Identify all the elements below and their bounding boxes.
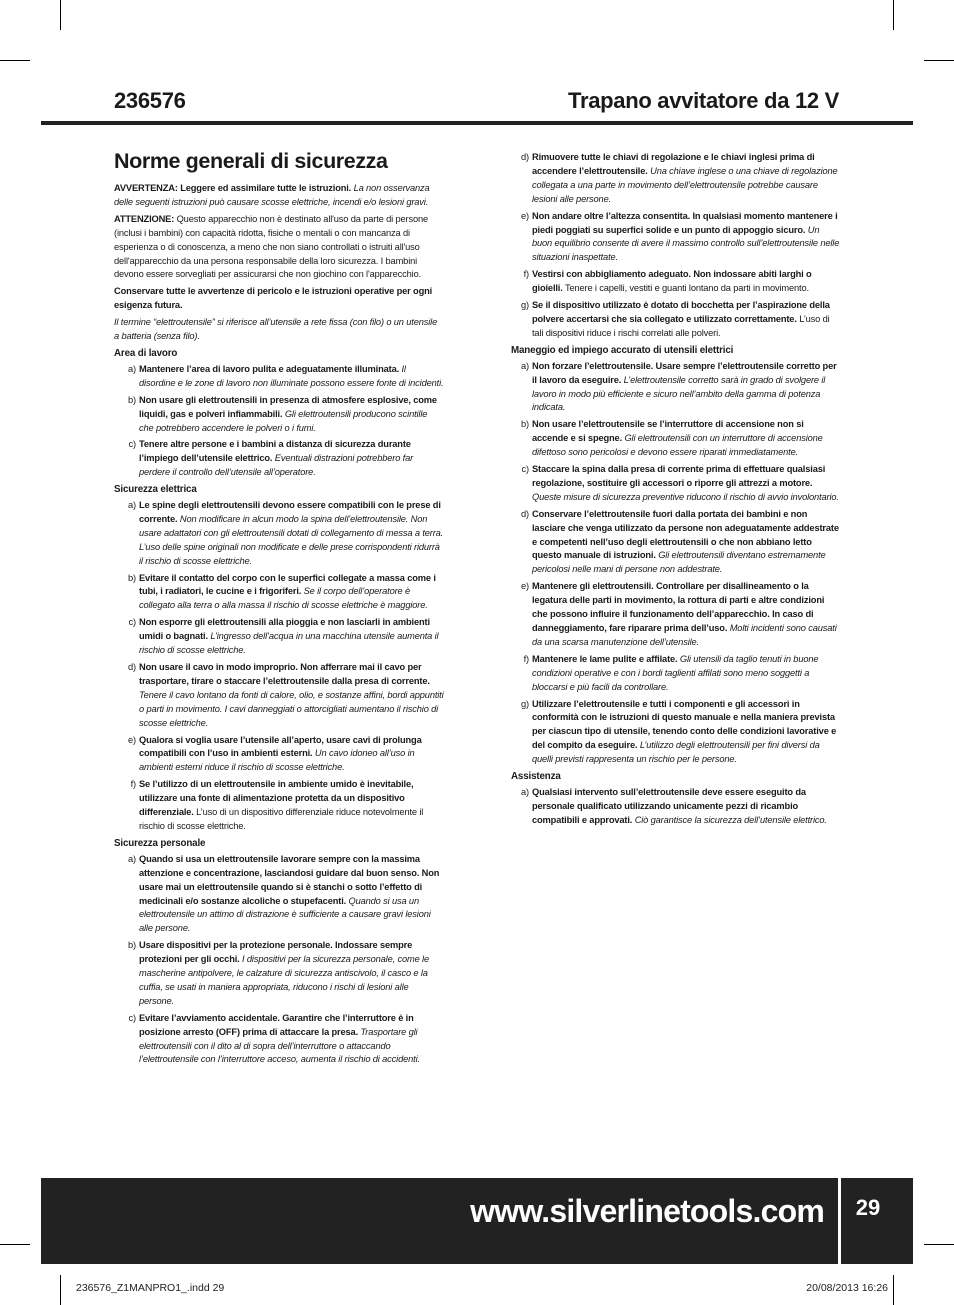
warning-bold: AVVERTENZA: Leggere ed assimilare tutte le istruzioni. — [114, 183, 352, 193]
item-bold: Evitare l’avviamento accidentale. Garantire che l’interruttore è in posizione arresto (OFF) prima di attaccare la presa. — [139, 1012, 414, 1037]
left-sections — [114, 347, 444, 1067]
item-text — [532, 360, 841, 416]
website-url[interactable]: www.silverlinetools.com — [470, 1193, 824, 1229]
item-text — [532, 508, 841, 578]
header-rule — [41, 121, 913, 125]
item-bold: Non usare il cavo in modo improprio. Non afferrare mai il cavo per trasportare, tirare o staccare l’elettroutensile dalla presa di corrente. — [139, 662, 430, 686]
item-plain: L’uso di tali dispositivi riduce i rischi correlati alle polveri. — [532, 313, 830, 338]
item-letter: d) — [521, 152, 529, 162]
item-letter: c) — [128, 1012, 136, 1023]
item-letter: b) — [521, 419, 529, 430]
list-item — [114, 616, 444, 658]
warning-italic: La non osservanza delle seguenti istruzioni può causare scosse elettriche, incendi e/o lesioni gravi. — [114, 183, 430, 207]
item-letter: a) — [128, 500, 136, 511]
item-bold: Evitare il contatto del corpo con le superfici collegate a massa come i tubi, i radiatori, le cucine e i frigoriferi. — [139, 572, 436, 597]
item-bold: Utilizzare l’elettroutensile e tutti i componenti e gli accessori in conformità con le istruzioni di questo manuale e nella maniera prevista per ciascun tipo di utensile, tenendo conto delle condizioni lavorative e del compito da eseguire. — [532, 698, 837, 751]
item-italic: Un cavo idoneo all’uso in ambienti esterni riduce il rischio di scosse elettriche. — [139, 748, 415, 773]
crop-mark — [893, 0, 894, 30]
item-text — [139, 734, 444, 776]
right-pre-items — [511, 151, 841, 341]
item-text — [532, 299, 841, 341]
item-text — [532, 698, 841, 768]
item-letter: f) — [523, 269, 529, 280]
item-text — [139, 1012, 444, 1068]
crop-mark — [924, 60, 954, 61]
item-letter: b) — [128, 394, 136, 405]
item-bold: Non usare l’elettroutensile se l’interruttore di accensione non si accende e si spegne. — [532, 419, 804, 444]
item-text — [532, 268, 841, 296]
item-text — [139, 438, 444, 480]
item-letter: b) — [128, 940, 136, 951]
right-column — [511, 151, 841, 831]
item-italic: Se il corpo dell’operatore è collegato alla terra o alla massa il rischio di scosse elettriche è maggiore. — [139, 586, 428, 611]
crop-mark — [0, 1244, 30, 1245]
item-bold: Non usare gli elettroutensili in presenza di atmosfere esplosive, come liquidi, gas e polveri infiammabili. — [139, 394, 437, 419]
item-letter: g) — [521, 698, 529, 709]
item-italic: Gli elettroutensili producono scintille che potrebbero accendere le polveri o i fumi. — [139, 408, 428, 433]
item-letter: e) — [521, 210, 529, 221]
item-italic: Gli utensili da taglio tenuti in buone condizioni operative e con i bordi taglienti affilati sono meno soggetti a bloccarsi e più facili da controllare. — [532, 653, 819, 692]
item-text — [532, 151, 841, 207]
left-column — [114, 148, 444, 1070]
crop-mark — [893, 1275, 894, 1305]
item-bold: Se il dispositivo utilizzato è dotato di bocchetta per l’aspirazione della polvere accertarsi che sia collegato e utilizzato correttamente. — [532, 300, 830, 324]
list-item — [114, 778, 444, 834]
item-italic: Tenere il cavo lontano da fonti di calore, olio, e sostanze affini, bordi appuntiti o parti in movimento. I cavi danneggiati o attorcigliati aumentano il rischio di scosse elettriche. — [139, 689, 444, 728]
item-text — [139, 363, 444, 391]
item-bold: Non esporre gli elettroutensili alla pioggia e non lasciarli in ambienti umidi o bagnati. — [139, 617, 430, 642]
item-text — [532, 463, 841, 505]
item-letter: a) — [128, 853, 136, 864]
list-item — [511, 360, 841, 416]
list-item — [511, 299, 841, 341]
slug-date: 20/08/2013 16:26 — [806, 1282, 888, 1294]
item-bold: Qualora si voglia usare l’utensile all’aperto, usare cavi di prolunga compatibili con l’uso in ambienti esterni. — [139, 734, 422, 759]
item-italic: Ciò garantisce la sicurezza dell’utensile elettrico. — [634, 814, 827, 825]
item-text — [139, 572, 444, 614]
page-number-divider — [838, 1178, 841, 1264]
item-bold: Le spine degli elettroutensili devono essere compatibili con le prese di corrente. — [139, 500, 441, 524]
list-item — [511, 580, 841, 650]
item-text — [139, 661, 444, 731]
item-italic: Gli elettroutensili diventano estremamente pericolosi nelle mani di persone non addestrate. — [532, 550, 826, 575]
item-italic: L’elettroutensile corretto sarà in grado di svolgere il lavoro in modo più efficiente e sicuro nell’ambito della gamma di potenza indicata. — [532, 374, 826, 413]
item-text — [532, 418, 841, 460]
item-bold: Non andare oltre l’altezza consentita. In qualsiasi momento mantenere i piedi poggiati su superfici solide e un punto di appoggio sicuro. — [532, 210, 838, 235]
warning-paragraph — [114, 182, 444, 210]
item-bold: Quando si usa un elettroutensile lavorare sempre con la massima attenzione e concentrazione, lasciandosi guidare dal buon senso. Non usare mai un elettroutensile quando si è stanchi o sotto l’effetto di medicinali e/o sostanze alcoliche o stupefacenti. — [139, 853, 440, 906]
item-bold: Mantenere l’area di lavoro pulita e adeguatamente illuminata. — [139, 363, 400, 374]
item-text — [532, 786, 841, 828]
list-item — [114, 499, 444, 569]
item-italic: Molti incidenti sono causati da una scarsa manutenzione dell’utensile. — [532, 623, 837, 647]
product-code: 236576 — [114, 88, 186, 113]
item-bold: Vestirsi con abbigliamento adeguato. Non indossare abiti larghi o gioielli. — [532, 269, 812, 294]
item-italic: Queste misure di sicurezza preventive riducono il rischio di avvio involontario. — [532, 491, 839, 502]
list-item — [114, 734, 444, 776]
item-bold: Tenere altre persone e i bambini a distanza di sicurezza durante l’impiego dell’utensile elettrico. — [139, 439, 411, 464]
item-italic: Trasportare gli elettroutensili con il dito al di sopra dell’interruttore o attaccando l’elettroutensile con l’interruttore acceso, aumenta il rischio di accidenti. — [139, 1026, 420, 1065]
item-plain: Tenere i capelli, vestiti e guanti lontano da parti in movimento. — [564, 283, 809, 294]
item-letter: d) — [521, 508, 529, 519]
slug-filename: 236576_Z1MANPRO1_.indd 29 — [76, 1282, 225, 1294]
item-italic: I dispositivi per la sicurezza personale, come le mascherine antipolvere, le calzature di sicurezza antiscivolo, il casco e la cuffia, se usati in maniera appropriata, riducono i rischi di lesioni alle persone. — [139, 954, 429, 1006]
item-text — [139, 853, 444, 936]
item-italic: Gli elettroutensili con un interruttore di accensione difettoso sono pericolosi e devono essere riparati immediatamente. — [532, 433, 823, 458]
item-bold: Staccare la spina dalla presa di corrente prima di effettuare qualsiasi regolazione, sostituire gli accessori o riporre gli attrezzi a motore. — [532, 464, 826, 488]
item-letter: a) — [521, 360, 529, 371]
list-item — [114, 394, 444, 436]
item-bold: Rimuovere tutte le chiavi di regolazione e le chiavi inglesi prima di accendere l’elettroutensile. — [532, 152, 815, 176]
term-italic: Il termine “elettroutensile” si riferisce all’utensile a rete fissa (con filo) o un utensile a batteria (senza filo). — [114, 317, 438, 342]
item-letter: b) — [128, 572, 136, 583]
item-text — [532, 210, 841, 266]
item-bold: Mantenere gli elettroutensili. Controllare per disallineamento o la legatura delle parti in movimento, la rottura di parti e altre condizioni che possono influire il funzionamento dell’apparecchio. In caso di danneggiamento, fare riparare prima dell’uso. — [532, 581, 825, 633]
item-letter: a) — [128, 363, 136, 374]
item-text — [139, 394, 444, 436]
list-item — [511, 508, 841, 578]
list-item — [511, 653, 841, 695]
subsection-title: Area di lavoro — [114, 347, 178, 359]
attention-bold: ATTENZIONE: — [114, 213, 175, 224]
item-text — [139, 939, 444, 1009]
product-title: Trapano avvitatore da 12 V — [568, 88, 839, 113]
list-item — [511, 786, 841, 828]
item-italic: L’ingresso dell’acqua in una macchina utensile aumenta il rischio di scosse elettriche. — [139, 631, 439, 656]
list-item — [114, 661, 444, 731]
item-letter: a) — [521, 786, 529, 797]
subsection-title: Assistenza — [511, 771, 561, 783]
item-letter: c) — [521, 464, 529, 475]
item-letter: e) — [128, 734, 136, 745]
attention-text: Questo apparecchio non è destinato all'uso da parte di persone (inclusi i bambini) con capacità ridotta, fisiche o mentali o con mancanza di esperienza o di conoscenza, a meno che non siano controllati o istruiti all'uso dell'apparecchio da una persona responsabile della loro sicurezza. I bambini devono essere sorvegliati per assicurarsi che non giochino con l'apparecchio. — [114, 213, 429, 280]
right-sections — [511, 344, 841, 828]
item-text — [139, 616, 444, 658]
list-item — [511, 463, 841, 505]
item-text — [532, 580, 841, 650]
item-bold: Conservare l’elettroutensile fuori dalla portata dei bambini e non lasciare che venga utilizzato da persone non adeguatamente addestrate e competenti nell’uso degli elettroutensili o che non abbiano letto questo manuale di istruzioni. — [532, 508, 839, 561]
item-bold: Mantenere le lame pulite e affilate. — [532, 653, 678, 664]
item-bold: Qualsiasi intervento sull’elettroutensile deve essere eseguito da personale qualificato utilizzando unicamente pezzi di ricambio compatibili e approvati. — [532, 786, 806, 825]
subsection-title: Sicurezza personale — [114, 837, 206, 849]
item-italic: Non modificare in alcun modo la spina dell’elettroutensile. Non usare adattatori con gli elettroutensili dotati di collegamento di messa a terra. L’uso delle spine originali non modificate e delle prese corrispondenti ridurrà il rischio di scosse elettriche. — [139, 513, 444, 566]
list-item — [114, 939, 444, 1009]
item-letter: g) — [521, 300, 529, 311]
item-bold: Non forzare l’elettroutensile. Usare sempre l’elettroutensile corretto per il lavoro da eseguire. — [532, 360, 837, 385]
crop-mark — [60, 1275, 61, 1305]
item-bold: Se l’utilizzo di un elettroutensile in ambiente umido è inevitabile, utilizzare una fonte di alimentazione protetta da un dispositivo differenziale. — [139, 779, 414, 818]
item-letter: c) — [128, 617, 136, 628]
list-item — [114, 572, 444, 614]
subsection-title: Sicurezza elettrica — [114, 484, 197, 496]
list-item — [511, 210, 841, 266]
section-heading: Norme generali di sicurezza — [114, 149, 388, 173]
keep-bold: Conservare tutte le avvertenze di pericolo e le istruzioni operative per ogni esigenza futura. — [114, 286, 433, 311]
crop-mark — [924, 1244, 954, 1245]
subsection-title: Maneggio ed impiego accurato di utensili elettrici — [511, 344, 734, 356]
list-item — [511, 418, 841, 460]
page-number: 29 — [855, 1195, 881, 1220]
item-letter: c) — [128, 439, 136, 450]
term-paragraph — [114, 316, 444, 344]
item-text — [532, 653, 841, 695]
item-text — [139, 499, 444, 569]
list-item — [114, 363, 444, 391]
item-italic: Quando si usa un elettroutensile un attimo di distrazione è sufficiente a causare gravi lesioni alle persone. — [139, 895, 431, 934]
item-plain: L’uso di un dispositivo differenziale riduce notevolmente il rischio di scosse elettriche. — [139, 807, 424, 831]
item-italic: Eventuali distrazioni potrebbero far perdere il controllo dell’utensile all’operatore. — [139, 453, 414, 478]
item-letter: f) — [130, 779, 136, 790]
list-item — [511, 268, 841, 296]
list-item — [511, 698, 841, 768]
item-letter: f) — [523, 653, 529, 664]
list-item — [114, 438, 444, 480]
item-italic: Una chiave inglese o una chiave di regolazione collegata a una parte in movimento dell’elettroutensile potrebbe causare lesioni alle persone. — [532, 165, 838, 204]
item-letter: d) — [128, 662, 136, 672]
attention-paragraph — [114, 213, 444, 283]
item-italic: Un buon equilibrio consente di avere il massimo controllo sull’elettroutensile nelle situazioni inaspettate. — [532, 224, 840, 263]
list-item — [114, 1012, 444, 1068]
list-item — [511, 151, 841, 207]
item-bold: Usare dispositivi per la protezione personale. Indossare sempre protezioni per gli occhi. — [139, 940, 413, 965]
crop-mark — [60, 0, 61, 30]
crop-mark — [0, 60, 30, 61]
keep-paragraph — [114, 285, 444, 313]
item-text — [139, 778, 444, 834]
list-item — [114, 853, 444, 936]
item-italic: Il disordine e le zone di lavoro non illuminate possono essere fonte di incidenti. — [139, 363, 444, 388]
item-letter: e) — [521, 581, 529, 592]
item-italic: L’utilizzo degli elettroutensili per fini diversi da quelli previsti rappresenta un rischio per le persone. — [532, 740, 820, 765]
